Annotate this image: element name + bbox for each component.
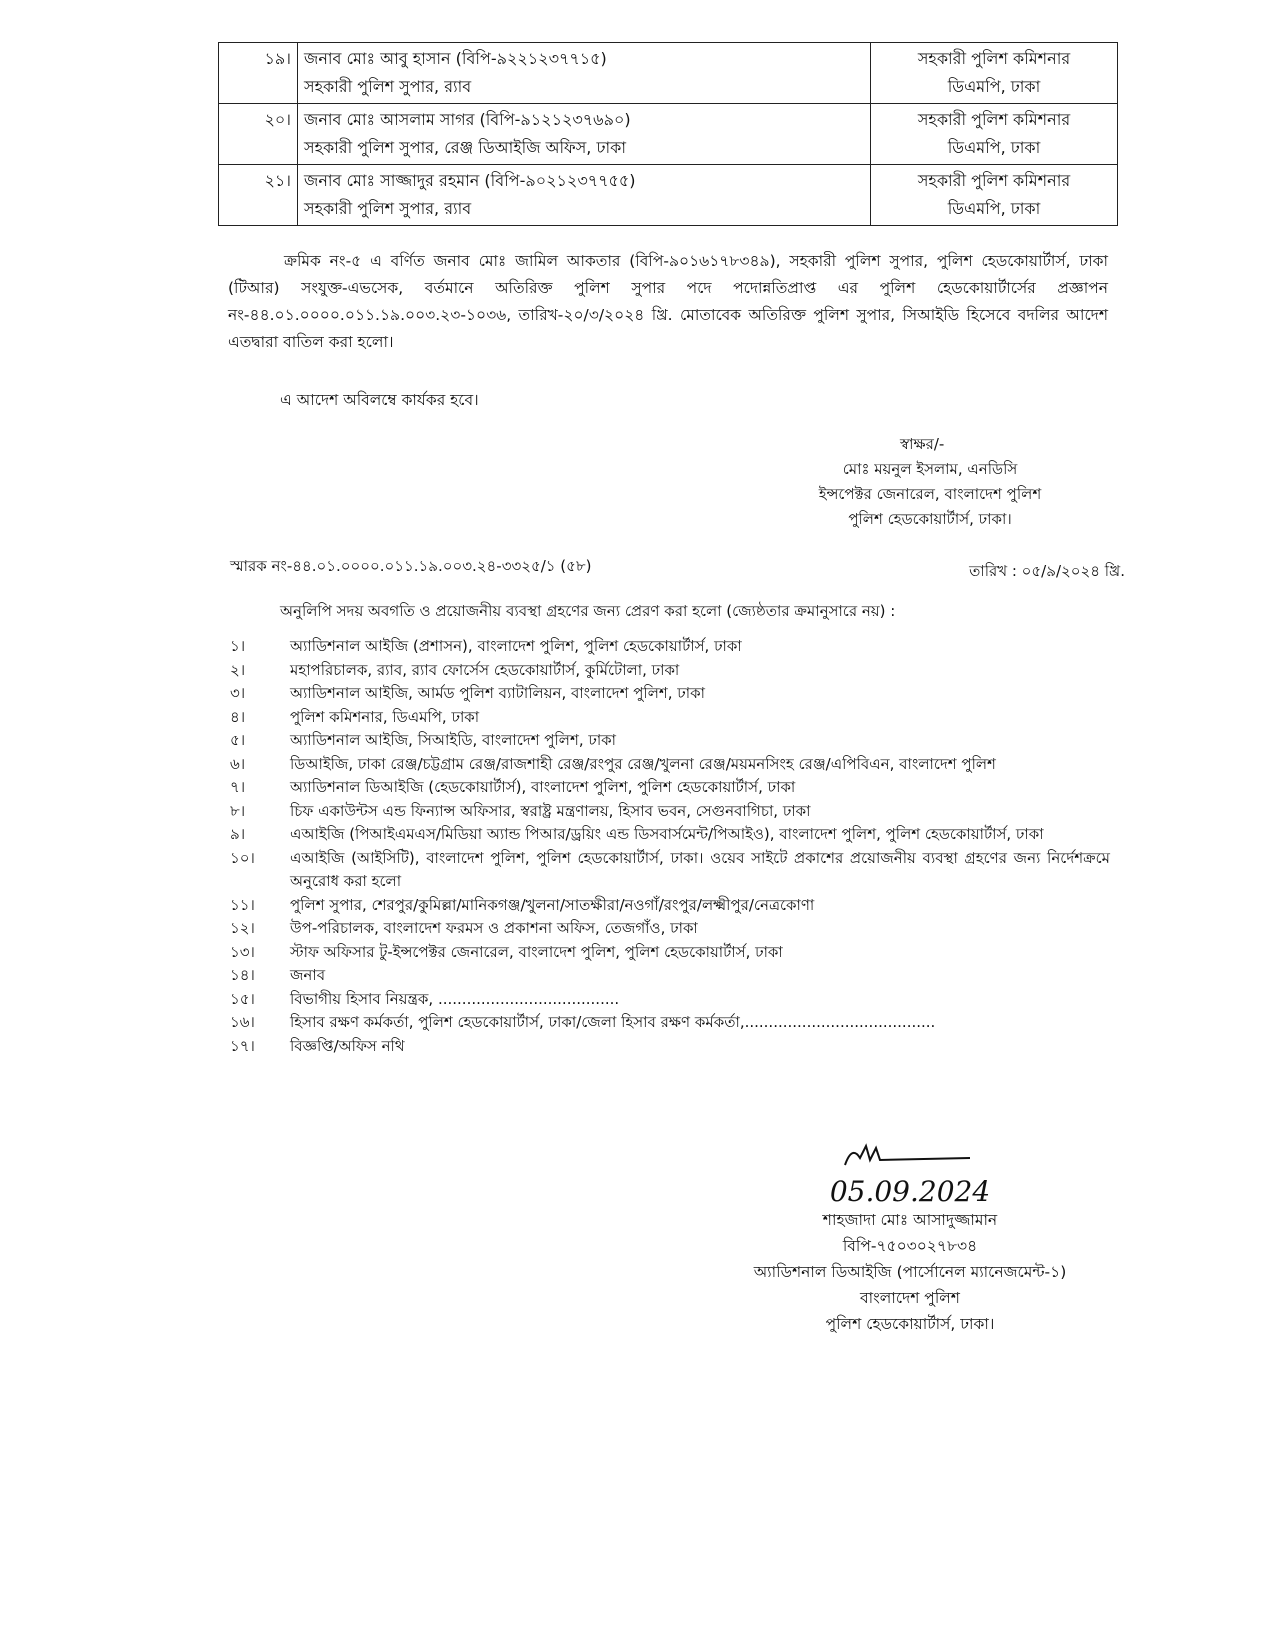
posting-place: ডিএমপি, ঢাকা: [947, 138, 1041, 157]
signatory-bp: বিপি-৭৫০৩০২৭৮৩৪: [842, 1237, 978, 1255]
signatory-office: পুলিশ হেডকোয়ার্টার্স, ঢাকা।: [825, 1315, 995, 1333]
list-item: ১৭। বিজ্ঞপ্তি/অফিস নথি: [230, 1036, 405, 1055]
serial-cell: ১৯।: [219, 43, 298, 104]
posting-place: ডিএমপি, ঢাকা: [947, 77, 1041, 96]
cancellation-paragraph: ক্রমিক নং-৫ এ বর্ণিত জনাব মোঃ জামিল আকতার (বিপি-৯০১৬১৭৮৩৪৯), সহকারী পুলিশ সুপার, পুলিশ হেডকোয়ার্টার্স, ঢাকা (টিআর) সংযুক্ত-এভসেক, বর্তমানে অতিরিক্ত পুলিশ সুপার পদে পদোন্নতিপ্রাপ্ত এর পুলিশ হেডকোয়ার্টার্সের প্রজ্ঞাপন নং-৪৪.০১.০০০০.০১১.১৯.০০৩.২৩-১০৩৬, তারিখ-২০/৩/২০২৪ খ্রি. মোতাবেক অতিরিক্ত পুলিশ সুপার, সিআইডি হিসেবে বদলির আদেশ এতদ্বারা বাতিল করা হলো।: [228, 252, 1108, 351]
handwritten-signature: [720, 1140, 1100, 1177]
officer-current-post: সহকারী পুলিশ সুপার, র‌্যাব: [304, 199, 472, 218]
new-posting-cell: [871, 165, 1118, 226]
list-item: ২। মহাপরিচালক, র‌্যাব, র‌্যাব ফোর্সেস হেডকোয়ার্টার্স, কুর্মিটোলা, ঢাকা: [230, 660, 680, 679]
memo-date: তারিখ : ০৫/৯/২০২৪ খ্রি.: [969, 562, 1125, 580]
list-item: ৭। অ্যাডিশনাল ডিআইজি (হেডকোয়ার্টার্স), বাংলাদেশ পুলিশ, পুলিশ হেডকোয়ার্টার্স, ঢাকা: [230, 778, 796, 796]
effective-statement: এ আদেশ অবিলম্বে কার্যকর হবে।: [280, 391, 479, 409]
officer-cell: [298, 104, 871, 165]
posting-title: সহকারী পুলিশ কমিশনার: [917, 171, 1071, 190]
list-item: ১৫। বিভাগীয় হিসাব নিয়ন্ত্রক, ......................................: [230, 989, 620, 1008]
list-item: ১। অ্যাডিশনাল আইজি (প্রশাসন), বাংলাদেশ পুলিশ, পুলিশ হেডকোয়ার্টার্স, ঢাকা: [230, 637, 742, 655]
signed-mark: স্বাক্ষর/-: [900, 435, 945, 453]
posting-title: সহকারী পুলিশ কমিশনার: [917, 110, 1071, 129]
signatory-title: অ্যাডিশনাল ডিআইজি (পার্সোনেল ম্যানেজমেন্ট-১): [753, 1263, 1067, 1281]
signatory-org: বাংলাদেশ পুলিশ: [860, 1289, 960, 1307]
list-item: ১১। পুলিশ সুপার, শেরপুর/কুমিল্লা/মানিকগঞ্জ/খুলনা/সাতক্ষীরা/নওগাঁ/রংপুর/লক্ষ্মীপুর/নেত্রকোণা: [230, 895, 815, 914]
new-posting-cell: [871, 104, 1118, 165]
signatory-name: শাহজাদা মোঃ আসাদুজ্জামান: [822, 1211, 998, 1229]
signatory-title: ইন্সপেক্টর জেনারেল, বাংলাদেশ পুলিশ: [818, 485, 1042, 503]
new-posting-cell: [871, 43, 1118, 104]
list-item: ১৩। স্টাফ অফিসার টু-ইন্সপেক্টর জেনারেল, বাংলাদেশ পুলিশ, পুলিশ হেডকোয়ার্টার্স, ঢাকা: [230, 942, 783, 961]
list-item: ১৪। জনাব: [230, 966, 326, 984]
table-row: [219, 43, 1118, 104]
list-item: ৫। অ্যাডিশনাল আইজি, সিআইডি, বাংলাদেশ পুলিশ, ঢাকা: [230, 731, 617, 749]
list-item: ৮। চিফ একাউন্টস এন্ড ফিন্যান্স অফিসার, স্বরাষ্ট্র মন্ত্রণালয়, হিসাব ভবন, সেগুনবাগিচা, ঢাকা: [230, 801, 811, 820]
officer-name: জনাব মোঃ সাজ্জাদুর রহমান (বিপি-৯০২১২৩৭৭৫৫): [304, 171, 636, 190]
list-item: ৩। অ্যাডিশনাল আইজি, আর্মড পুলিশ ব্যাটালিয়ন, বাংলাদেশ পুলিশ, ঢাকা: [230, 684, 705, 702]
list-item: ৯। এআইজি (পিআইএমএস/মিডিয়া অ্যান্ড পিআর/ড্রয়িং এন্ড ডিসবার্সমেন্ট/পিআইও), বাংলাদেশ পুলিশ, পুলিশ হেডকোয়ার্টার্স, ঢাকা: [230, 825, 1044, 843]
copy-list: [230, 635, 1110, 1058]
officer-cell: [298, 43, 871, 104]
officer-current-post: সহকারী পুলিশ সুপার, র‌্যাব: [304, 77, 472, 96]
table-row: [219, 104, 1118, 165]
signatory-name: মোঃ ময়নুল ইসলাম, এনডিসি: [842, 460, 1018, 478]
memo-number: স্মারক নং-৪৪.০১.০০০০.০১১.১৯.০০৩.২৪-৩৩২৫/১ (৫৮): [230, 557, 592, 575]
officer-name: জনাব মোঃ আবু হাসান (বিপি-৯২২১২৩৭৭১৫): [304, 49, 607, 68]
list-item: ১০। এআইজি (আইসিটি), বাংলাদেশ পুলিশ, পুলিশ হেডকোয়ার্টার্স, ঢাকা। ওয়েব সাইটে প্রকাশের প্রয়োজনীয় ব্যবস্থা গ্রহণের জন্য নির্দেশক্রমে অনুরোধ করা হলো: [230, 848, 1110, 890]
transfer-table: [218, 42, 1118, 226]
list-item: ১৬। হিসাব রক্ষণ কর্মকর্তা, পুলিশ হেডকোয়ার্টার্স, ঢাকা/জেলা হিসাব রক্ষণ কর্মকর্তা,........................................: [230, 1013, 936, 1031]
list-item: ৪। পুলিশ কমিশনার, ডিএমপি, ঢাকা: [230, 707, 480, 726]
serial-cell: ২১।: [219, 165, 298, 226]
posting-place: ডিএমপি, ঢাকা: [947, 199, 1041, 218]
officer-current-post: সহকারী পুলিশ সুপার, রেঞ্জ ডিআইজি অফিস, ঢাকা: [304, 138, 626, 157]
copy-intro: অনুলিপি সদয় অবগতি ও প্রয়োজনীয় ব্যবস্থা গ্রহণের জন্য প্রেরণ করা হলো (জ্যেষ্ঠতার ক্রমানুসারে নয়) :: [280, 602, 896, 620]
serial-cell: ২০।: [219, 104, 298, 165]
posting-title: সহকারী পুলিশ কমিশনার: [917, 49, 1071, 68]
signatory-office: পুলিশ হেডকোয়ার্টার্স, ঢাকা।: [848, 510, 1012, 528]
handwritten-date: 05.09.2024: [829, 1175, 991, 1208]
table-row: [219, 165, 1118, 226]
list-item: ৬। ডিআইজি, ঢাকা রেঞ্জ/চট্টগ্রাম রেঞ্জ/রাজশাহী রেঞ্জ/রংপুর রেঞ্জ/খুলনা রেঞ্জ/ময়মনসিংহ রেঞ্জ/এপিবিএন, বাংলাদেশ পুলিশ: [230, 754, 996, 773]
signature-block-igp: [760, 432, 1100, 532]
officer-cell: [298, 165, 871, 226]
signature-block-addl-dig: [720, 1140, 1100, 1337]
officer-name: জনাব মোঃ আসলাম সাগর (বিপি-৯১২১২৩৭৬৯০): [304, 110, 631, 129]
list-item: ১২। উপ-পরিচালক, বাংলাদেশ ফরমস ও প্রকাশনা অফিস, তেজগাঁও, ঢাকা: [230, 919, 698, 937]
signature-scribble-icon: [840, 1140, 980, 1170]
